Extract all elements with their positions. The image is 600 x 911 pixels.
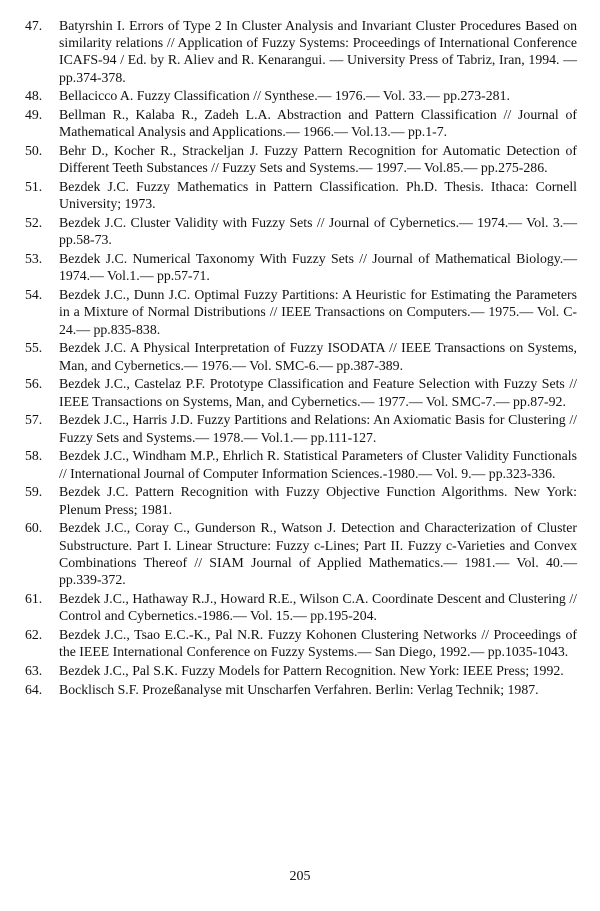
reference-text: Bezdek J.C. Numerical Taxonomy With Fuzzy Sets // Journal of Mathematical Biology.— 1974.— Vol.1.— pp.57-71. <box>59 251 577 284</box>
reference-entry <box>25 411 577 445</box>
reference-entry <box>25 662 577 679</box>
reference-text: Bezdek J.C. Cluster Validity with Fuzzy Sets // Journal of Cybernetics.— 1974.— Vol. 3.— pp.58-73. <box>59 215 577 248</box>
reference-number: 61. <box>25 590 43 606</box>
reference-list <box>25 17 577 699</box>
reference-text: Bezdek J.C., Dunn J.C. Optimal Fuzzy Partitions: A Heuristic for Estimating the Parameters in a Mixture of Normal Distributions // IEEE Transactions on Computers.— 1975.— Vol. C-24.— pp.835-838. <box>59 287 577 337</box>
reference-text: Bezdek J.C. A Physical Interpretation of Fuzzy ISODATA // IEEE Transactions on Systems, Man, and Cybernetics.— 1976.— Vol. SMC-6.— pp.387-389. <box>59 340 577 373</box>
reference-number: 64. <box>25 681 43 697</box>
reference-entry <box>25 375 577 409</box>
reference-entry <box>25 447 577 481</box>
reference-number: 53. <box>25 251 43 267</box>
reference-entry <box>25 142 577 176</box>
reference-number: 63. <box>25 662 43 678</box>
reference-entry <box>25 483 577 517</box>
reference-text: Bezdek J.C., Hathaway R.J., Howard R.E., Wilson C.A. Coordinate Descent and Clustering // Control and Cybernetics.-1986.— Vol. 15.— pp.195-204. <box>59 590 577 624</box>
reference-entry <box>25 590 577 624</box>
reference-text: Batyrshin I. Errors of Type 2 In Cluster Analysis and Invariant Cluster Procedures Based on similarity relations // Application of Fuzzy Systems: Proceedings of International Conference ICAFS-94 / Ed. by R. Aliev and R. Kenarangui. — University Press of Tabriz, Iran, 1994. — pp.374-378. <box>59 18 577 85</box>
reference-text: Bezdek J.C., Pal S.K. Fuzzy Models for Pattern Recognition. New York: IEEE Press; 1992. <box>59 662 564 678</box>
reference-entry <box>25 178 577 212</box>
reference-number: 57. <box>25 412 43 428</box>
reference-entry <box>25 214 577 248</box>
reference-text: Bezdek J.C., Tsao E.C.-K., Pal N.R. Fuzzy Kohonen Clustering Networks // Proceedings of the IEEE International Conference on Fuzzy Systems.— San Diego, 1992.— pp.1035-1043. <box>59 626 577 660</box>
reference-entry <box>25 250 577 284</box>
page-number: 205 <box>289 869 311 884</box>
reference-number: 47. <box>25 18 43 33</box>
reference-text: Bezdek J.C., Windham M.P., Ehrlich R. Statistical Parameters of Cluster Validity Functionals // International Journal of Computer Information Sciences.-1980.— Vol. 9.— pp.323-336. <box>59 448 577 481</box>
reference-text: Bezdek J.C., Castelaz P.F. Prototype Classification and Feature Selection with Fuzzy Sets // IEEE Transactions on Systems, Man, and Cybernetics.— 1977.— Vol. SMC-7.— pp.87-92. <box>59 376 577 409</box>
reference-number: 50. <box>25 143 43 159</box>
reference-number: 54. <box>25 287 43 303</box>
reference-number: 48. <box>25 88 43 104</box>
reference-entry <box>25 626 577 660</box>
reference-text: Bellacicco A. Fuzzy Classification // Synthese.— 1976.— Vol. 33.— pp.273-281. <box>59 88 510 104</box>
reference-number: 56. <box>25 376 43 392</box>
reference-text: Behr D., Kocher R., Strackeljan J. Fuzzy Pattern Recognition for Automatic Detection of Different Teeth Substances // Fuzzy Sets and Systems.— 1997.— Vol.85.— pp.275-286. <box>59 143 577 176</box>
reference-number: 58. <box>25 448 43 464</box>
reference-text: Bocklisch S.F. Prozeßanalyse mit Unscharfen Verfahren. Berlin: Verlag Technik; 1987. <box>59 681 539 697</box>
reference-entry <box>25 519 577 588</box>
reference-entry <box>25 17 577 86</box>
reference-number: 62. <box>25 626 43 642</box>
reference-text: Bezdek J.C. Pattern Recognition with Fuzzy Objective Function Algorithms. New York: Plenum Press; 1981. <box>59 484 577 517</box>
reference-number: 52. <box>25 215 43 231</box>
reference-entry <box>25 681 577 698</box>
reference-number: 60. <box>25 520 43 536</box>
reference-number: 49. <box>25 107 43 123</box>
reference-number: 55. <box>25 340 43 356</box>
reference-text: Bezdek J.C., Harris J.D. Fuzzy Partitions and Relations: An Axiomatic Basis for Clustering // Fuzzy Sets and Systems.— 1978.— Vol.1.— pp.111-127. <box>59 412 577 445</box>
reference-entry <box>25 339 577 373</box>
reference-entry <box>25 87 577 104</box>
reference-entry <box>25 286 577 338</box>
reference-number: 59. <box>25 484 43 500</box>
reference-text: Bezdek J.C., Coray C., Gunderson R., Watson J. Detection and Characterization of Cluster Substructure. Part I. Linear Structure: Fuzzy c-Lines; Part II. Fuzzy c-Varieties and Convex Combinations Thereof // SIAM Journal of Applied Mathematics.— 1981.— Vol. 40.— pp.339-372. <box>59 520 577 588</box>
reference-text: Bellman R., Kalaba R., Zadeh L.A. Abstraction and Pattern Classification // Journal of Mathematical Analysis and Applications.— 1966.— Vol.13.— pp.1-7. <box>59 107 577 140</box>
reference-text: Bezdek J.C. Fuzzy Mathematics in Pattern Classification. Ph.D. Thesis. Ithaca: Cornell University; 1973. <box>59 179 577 212</box>
reference-entry <box>25 106 577 140</box>
reference-number: 51. <box>25 179 43 195</box>
